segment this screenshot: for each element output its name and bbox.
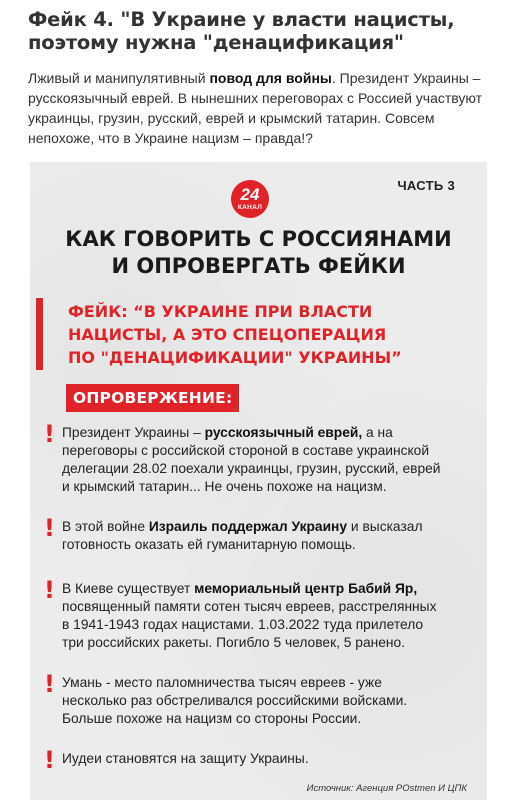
item-highlight: русскоязычный еврей, xyxy=(204,425,363,440)
fake-line: ПО "ДЕНАЦИФИКАЦИИ" УКРАИНЫ” xyxy=(68,348,402,367)
refutation-label: ОПРОВЕРЖЕНИЕ: xyxy=(66,384,239,412)
fake-line: НАЦИСТЫ, А ЭТО СПЕЦОПЕРАЦИЯ xyxy=(68,325,387,344)
refutation-item-text xyxy=(62,674,442,728)
item-highlight: Израиль поддержал Украину xyxy=(148,519,348,534)
logo-text: КАНАЛ xyxy=(237,204,263,211)
item-text: Умань - место паломничества тысяч евреев - уже несколько раз обстреливался российскими войсками. Больше похоже на нацизм со стороны России. xyxy=(62,675,408,726)
fake-statement xyxy=(68,300,468,369)
item-text: Президент Украины – xyxy=(62,425,205,440)
refutation-item-text xyxy=(62,518,442,554)
card-title-line: И ОПРОВЕРГАТЬ ФЕЙКИ xyxy=(111,254,406,278)
item-highlight: мемориальный центр Бабий Яр, xyxy=(194,581,418,596)
article-text-bold: повод для войны xyxy=(209,70,332,86)
item-text: В этой войне xyxy=(62,519,149,534)
item-text: Иудеи становятся на защиту Украины. xyxy=(62,751,309,766)
article-heading-line: поэтому нужна "денацификация" xyxy=(28,31,404,54)
article-text-pre: Лживый и манипулятивный xyxy=(28,70,210,86)
article-paragraph xyxy=(28,68,498,148)
infographic-card xyxy=(30,162,487,800)
item-text: а на переговоры с российской стороной в составе украинской делегации 28.02 поехали украинцы, грузин, русский, еврей и крымский татарин... Не очень похоже на нацизм. xyxy=(62,425,441,494)
article-heading-line: Фейк 4. "В Украине у власти нацисты, xyxy=(28,8,455,31)
fake-line: ФЕЙК: “В УКРАИНЕ ПРИ ВЛАСТИ xyxy=(68,302,373,321)
article-heading xyxy=(28,8,498,54)
refutation-item-text xyxy=(62,750,442,768)
card-title xyxy=(30,226,487,280)
exclamation-icon: ! xyxy=(44,576,55,604)
logo-number: 24 xyxy=(240,185,260,204)
item-text: посвященный памяти сотен тысяч евреев, расстрелянных в 1941-1943 годах нацистами. 1.03.2022 туда прилетело три российских ракеты. Погибло 5 человек, 5 ранено. xyxy=(62,599,437,650)
exclamation-icon: ! xyxy=(44,746,55,774)
item-text: В Киеве существует xyxy=(62,581,195,596)
article-text-post: . Президент Украины – русскоязычный еврей. В нынешних переговорах с Россией участвуют украинцы, грузин, русский, еврей и крымский татарин. Совсем непохоже, что в Украине нацизм – правда!? xyxy=(28,70,483,146)
source-caption: Источник: Агенция POstmen И ЦПК xyxy=(306,783,467,794)
exclamation-icon: ! xyxy=(44,420,55,448)
item-text: и высказал готовность оказать ей гуманитарную помощь. xyxy=(62,519,423,552)
channel-24-logo xyxy=(231,180,269,218)
card-title-line: КАК ГОВОРИТЬ С РОССИЯНАМИ xyxy=(65,227,452,251)
exclamation-icon: ! xyxy=(44,514,55,542)
part-label: ЧАСТЬ 3 xyxy=(397,178,455,193)
exclamation-icon: ! xyxy=(44,670,55,698)
fake-accent-bar xyxy=(36,298,43,370)
refutation-item-text xyxy=(62,580,442,652)
refutation-item-text xyxy=(62,424,442,496)
